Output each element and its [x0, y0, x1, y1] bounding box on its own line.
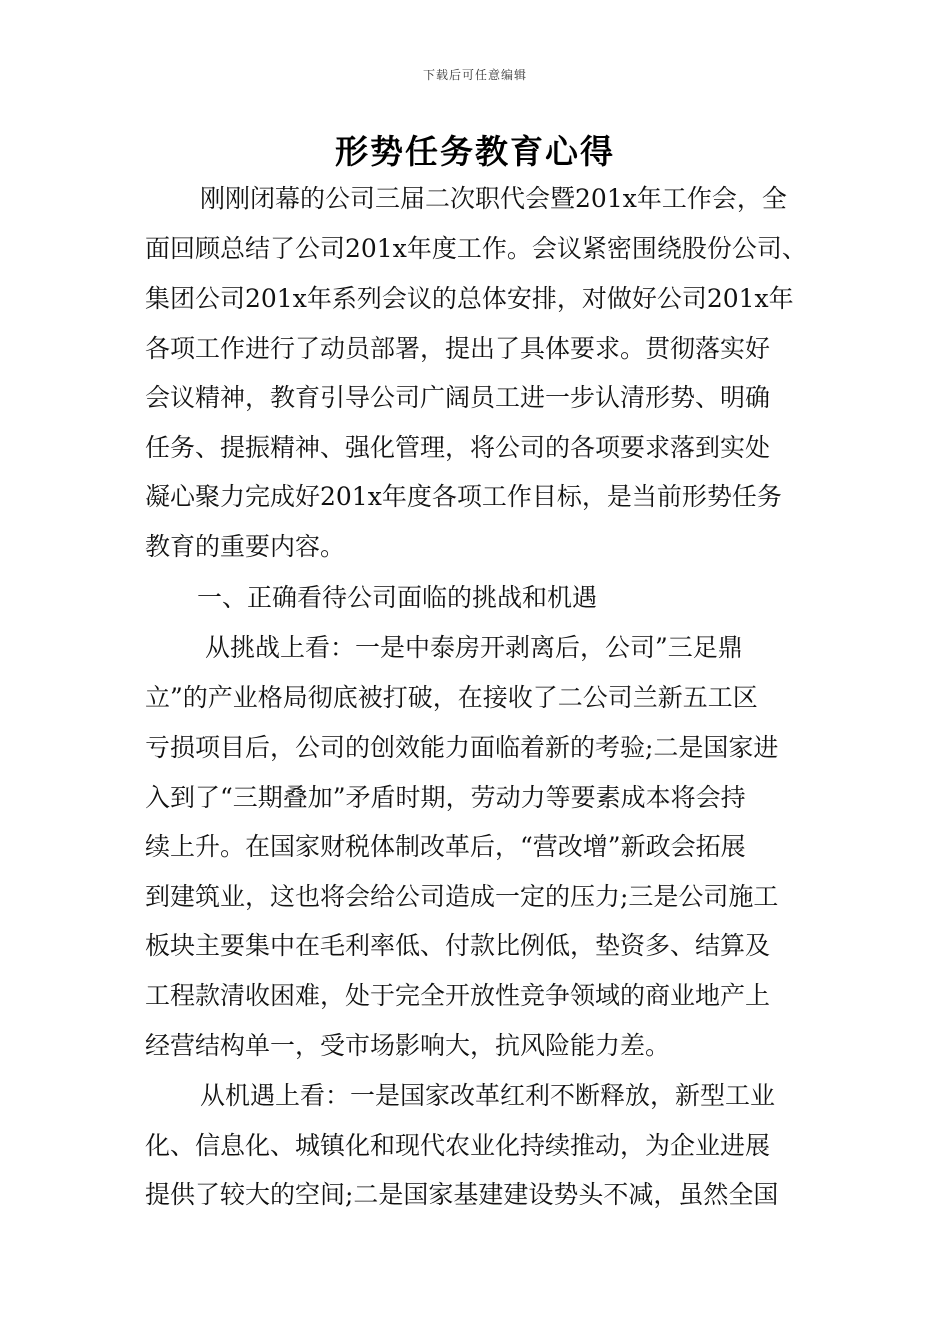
- text-line: 经营结构单一，受市场影响大，抗风险能力差。: [145, 1031, 671, 1060]
- text-line: 教育的重要内容。: [145, 532, 346, 561]
- text-line: 到建筑业，这也将会给公司造成一定的压力;三是公司施工: [145, 882, 779, 911]
- text-line: 面回顾总结了公司201x年度工作。会议紧密围绕股份公司、: [145, 234, 807, 263]
- text-line: 续上升。在国家财税体制改革后，“营改增”新政会拓展: [145, 832, 746, 861]
- text-line: 板块主要集中在毛利率低、付款比例低，垫资多、结算及: [145, 931, 771, 960]
- text-line: 任务、提振精神、强化管理，将公司的各项要求落到实处: [145, 433, 771, 462]
- text-line: 凝心聚力完成好201x年度各项工作目标，是当前形势任务: [145, 482, 782, 511]
- text-line: 从机遇上看：一是国家改革红利不断释放，新型工业: [200, 1081, 776, 1110]
- text-line: 提供了较大的空间;二是国家基建建设势头不减，虽然全国: [145, 1180, 779, 1209]
- document-title: 形势任务教育心得: [335, 132, 615, 171]
- text-line: 集团公司201x年系列会议的总体安排，对做好公司201x年: [145, 284, 794, 313]
- text-line: 亏损项目后，公司的创效能力面临着新的考验;二是国家进: [145, 733, 779, 762]
- page-header: 下载后可任意编辑: [422, 68, 527, 82]
- text-line: 一、正确看待公司面临的挑战和机遇: [197, 583, 598, 612]
- text-line: 工程款清收困难，处于完全开放性竞争领域的商业地产上: [145, 981, 771, 1010]
- text-line: 化、信息化、城镇化和现代农业化持续推动，为企业进展: [145, 1131, 771, 1160]
- text-line: 立”的产业格局彻底被打破，在接收了二公司兰新五工区: [145, 683, 758, 712]
- text-line: 刚刚闭幕的公司三届二次职代会暨201x年工作会，全: [200, 184, 787, 213]
- text-line: 从挑战上看：一是中泰房开剥离后，公司”三足鼎: [205, 633, 743, 662]
- text-line: 各项工作进行了动员部署，提出了具体要求。贯彻落实好: [145, 334, 771, 363]
- text-line: 入到了“三期叠加”矛盾时期，劳动力等要素成本将会持: [145, 783, 746, 812]
- text-line: 会议精神，教育引导公司广阔员工进一步认清形势、明确: [145, 383, 771, 412]
